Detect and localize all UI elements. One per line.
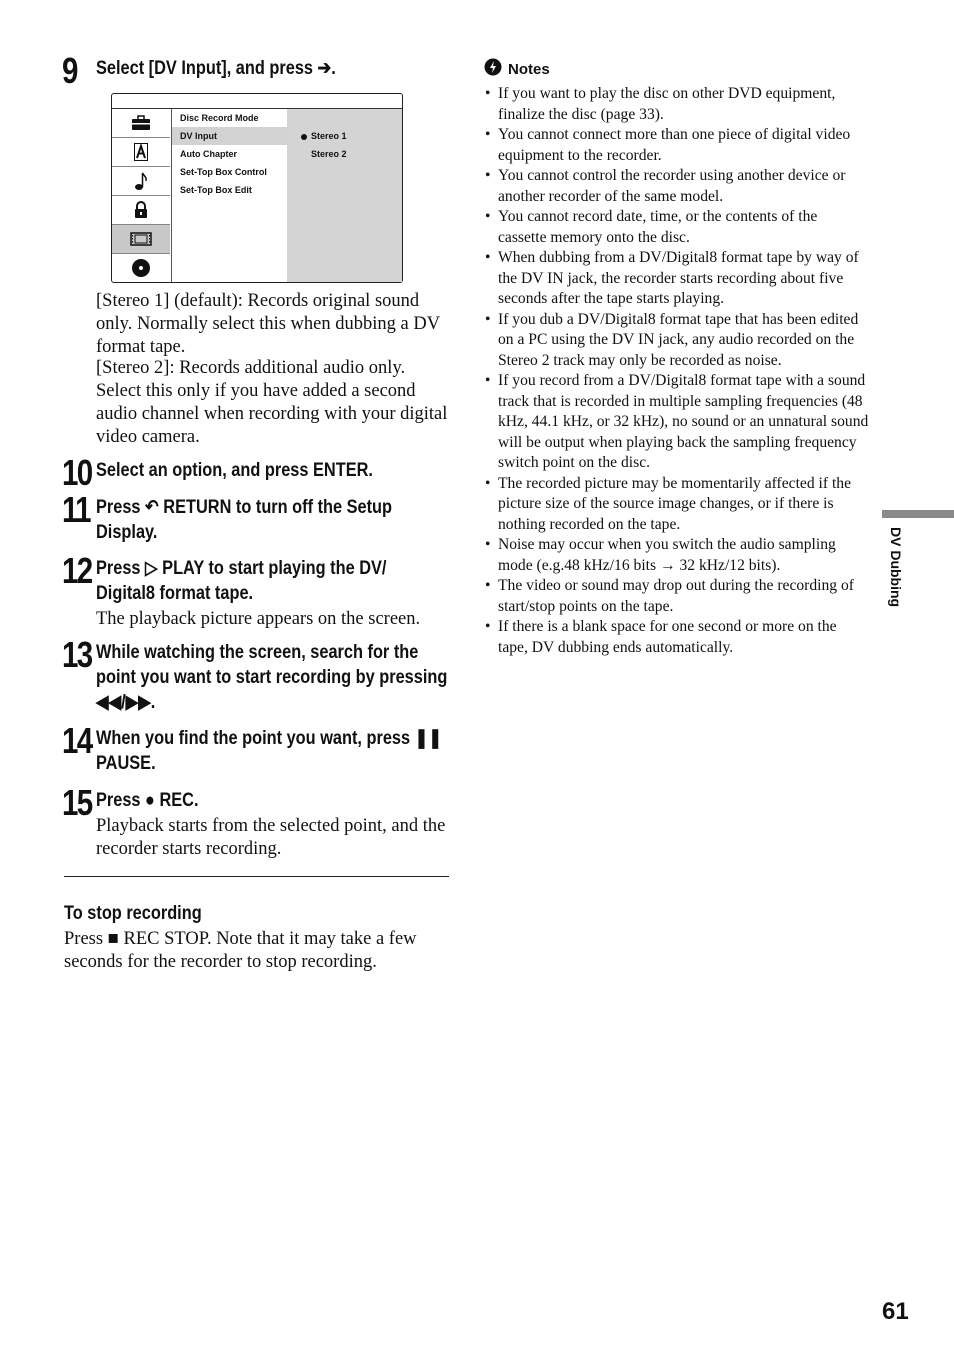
music-note-icon [112, 167, 170, 196]
list-item: • You cannot record date, time, or the contents of the cassette memory onto the disc. [484, 207, 869, 248]
step-15 [62, 782, 450, 861]
step-title: While watching the screen, search for the point you want to start recording by pressing ◀◀/▶▶. [96, 642, 448, 713]
stop-recording-text: Press ■ REC STOP. Note that it may take a few seconds for the recorder to stop recording. [64, 929, 417, 972]
setup-menu-screen [111, 93, 403, 283]
step-title: Select an option, and press ENTER. [96, 460, 373, 481]
step-title: When you find the point you want, press ❚❚ PAUSE. [96, 728, 443, 774]
menu-item-auto-chapter[interactable]: Auto Chapter [180, 149, 237, 159]
lock-icon [112, 196, 170, 225]
list-item: • You cannot control the recorder using another device or another recorder of the same model. [484, 166, 869, 207]
step-title: Press ▷ PLAY to start playing the DV/ Digital8 format tape. [96, 558, 387, 604]
step-number: 12 [62, 550, 92, 591]
step-number: 10 [62, 452, 92, 493]
step-body: Playback starts from the selected point, and the recorder starts recording. [96, 816, 446, 859]
list-item: • You cannot connect more than one piece of digital video equipment to the recorder. [484, 125, 869, 166]
menu-item-set-top-box-control[interactable]: Set-Top Box Control [180, 167, 267, 177]
step-title: Press ● REC. [96, 790, 199, 811]
notes-header [484, 58, 869, 80]
list-item: • When dubbing from a DV/Digital8 format tape by way of the DV IN jack, the recorder starts recording about five seconds after the tape starts playing. [484, 248, 869, 310]
list-item: • Noise may occur when you switch the audio sampling mode (e.g.48 kHz/16 bits → 32 kHz/12 bits). [484, 535, 869, 576]
section-divider [64, 876, 449, 877]
step-14 [62, 720, 450, 776]
film-icon [112, 225, 170, 254]
stereo-2-description: [Stereo 2]: Records additional audio only. Select this only if you have added a second audio channel when recording with your digital video camera. [96, 358, 448, 447]
list-item: • If you want to play the disc on other DVD equipment, finalize the disc (page 33). [484, 84, 869, 125]
option-stereo-2[interactable] [287, 145, 402, 163]
option-label: Stereo 2 [311, 149, 347, 159]
side-tab-bar [882, 510, 954, 518]
list-item: • If you record from a DV/Digital8 format tape with a sound track that is recorded in multiple sampling frequencies (48 kHz, 44.1 kHz, or 32 kHz), no sound or an unnatural sound will be output when playing back the sampling frequency switch point on the disc. [484, 371, 869, 474]
option-label: Stereo 1 [311, 131, 347, 141]
step-number: 11 [62, 489, 90, 530]
stereo-1-description: [Stereo 1] (default): Records original sound only. Normally select this when dubbing a DV format tape. [96, 291, 440, 357]
list-item: • If you dub a DV/Digital8 format tape that has been edited on a PC using the DV IN jack, any audio recorded on the Stereo 2 track may only be recorded as noise. [484, 310, 869, 372]
step-number: 15 [62, 782, 92, 823]
step-title: Press ↶ RETURN to turn off the Setup Display. [96, 497, 393, 543]
notes-heading: Notes [508, 60, 550, 78]
step-number: 14 [62, 720, 92, 761]
list-item: • The video or sound may drop out during the recording of start/stop points on the tape. [484, 576, 869, 617]
step-13 [62, 634, 450, 715]
toolbox-icon [112, 109, 170, 138]
option-stereo-1[interactable] [287, 127, 402, 145]
step-10 [62, 452, 450, 493]
side-section-label: DV Dubbing [888, 527, 904, 608]
page-number: 61 [882, 1298, 909, 1325]
notes-section [484, 58, 869, 658]
step-body: The playback picture appears on the screen. [96, 609, 421, 629]
letter-a-icon [112, 138, 170, 167]
list-item: • If there is a blank space for one second or more on the tape, DV dubbing ends automatically. [484, 617, 869, 658]
step-title: Select [DV Input], and press ➔. [96, 58, 336, 79]
menu-item-column [171, 109, 287, 282]
list-item: • The recorded picture may be momentarily affected if the picture size of the source image changes, or if there is nothing recorded on the tape. [484, 474, 869, 536]
notes-icon [484, 58, 502, 80]
step-9 [62, 50, 450, 91]
step-12 [62, 550, 450, 631]
step-number: 13 [62, 634, 92, 675]
step-number: 9 [62, 50, 77, 91]
option-column [287, 109, 402, 282]
menu-item-disc-record-mode[interactable]: Disc Record Mode [180, 113, 259, 123]
menu-icon-column [112, 109, 170, 282]
menu-item-set-top-box-edit[interactable]: Set-Top Box Edit [180, 185, 252, 195]
stop-recording-heading: To stop recording [64, 903, 202, 924]
selected-dot-icon [301, 134, 307, 140]
notes-list [484, 84, 869, 658]
disc-icon [112, 254, 170, 282]
menu-item-dv-input[interactable]: DV Input [172, 127, 287, 145]
step-11 [62, 489, 450, 545]
